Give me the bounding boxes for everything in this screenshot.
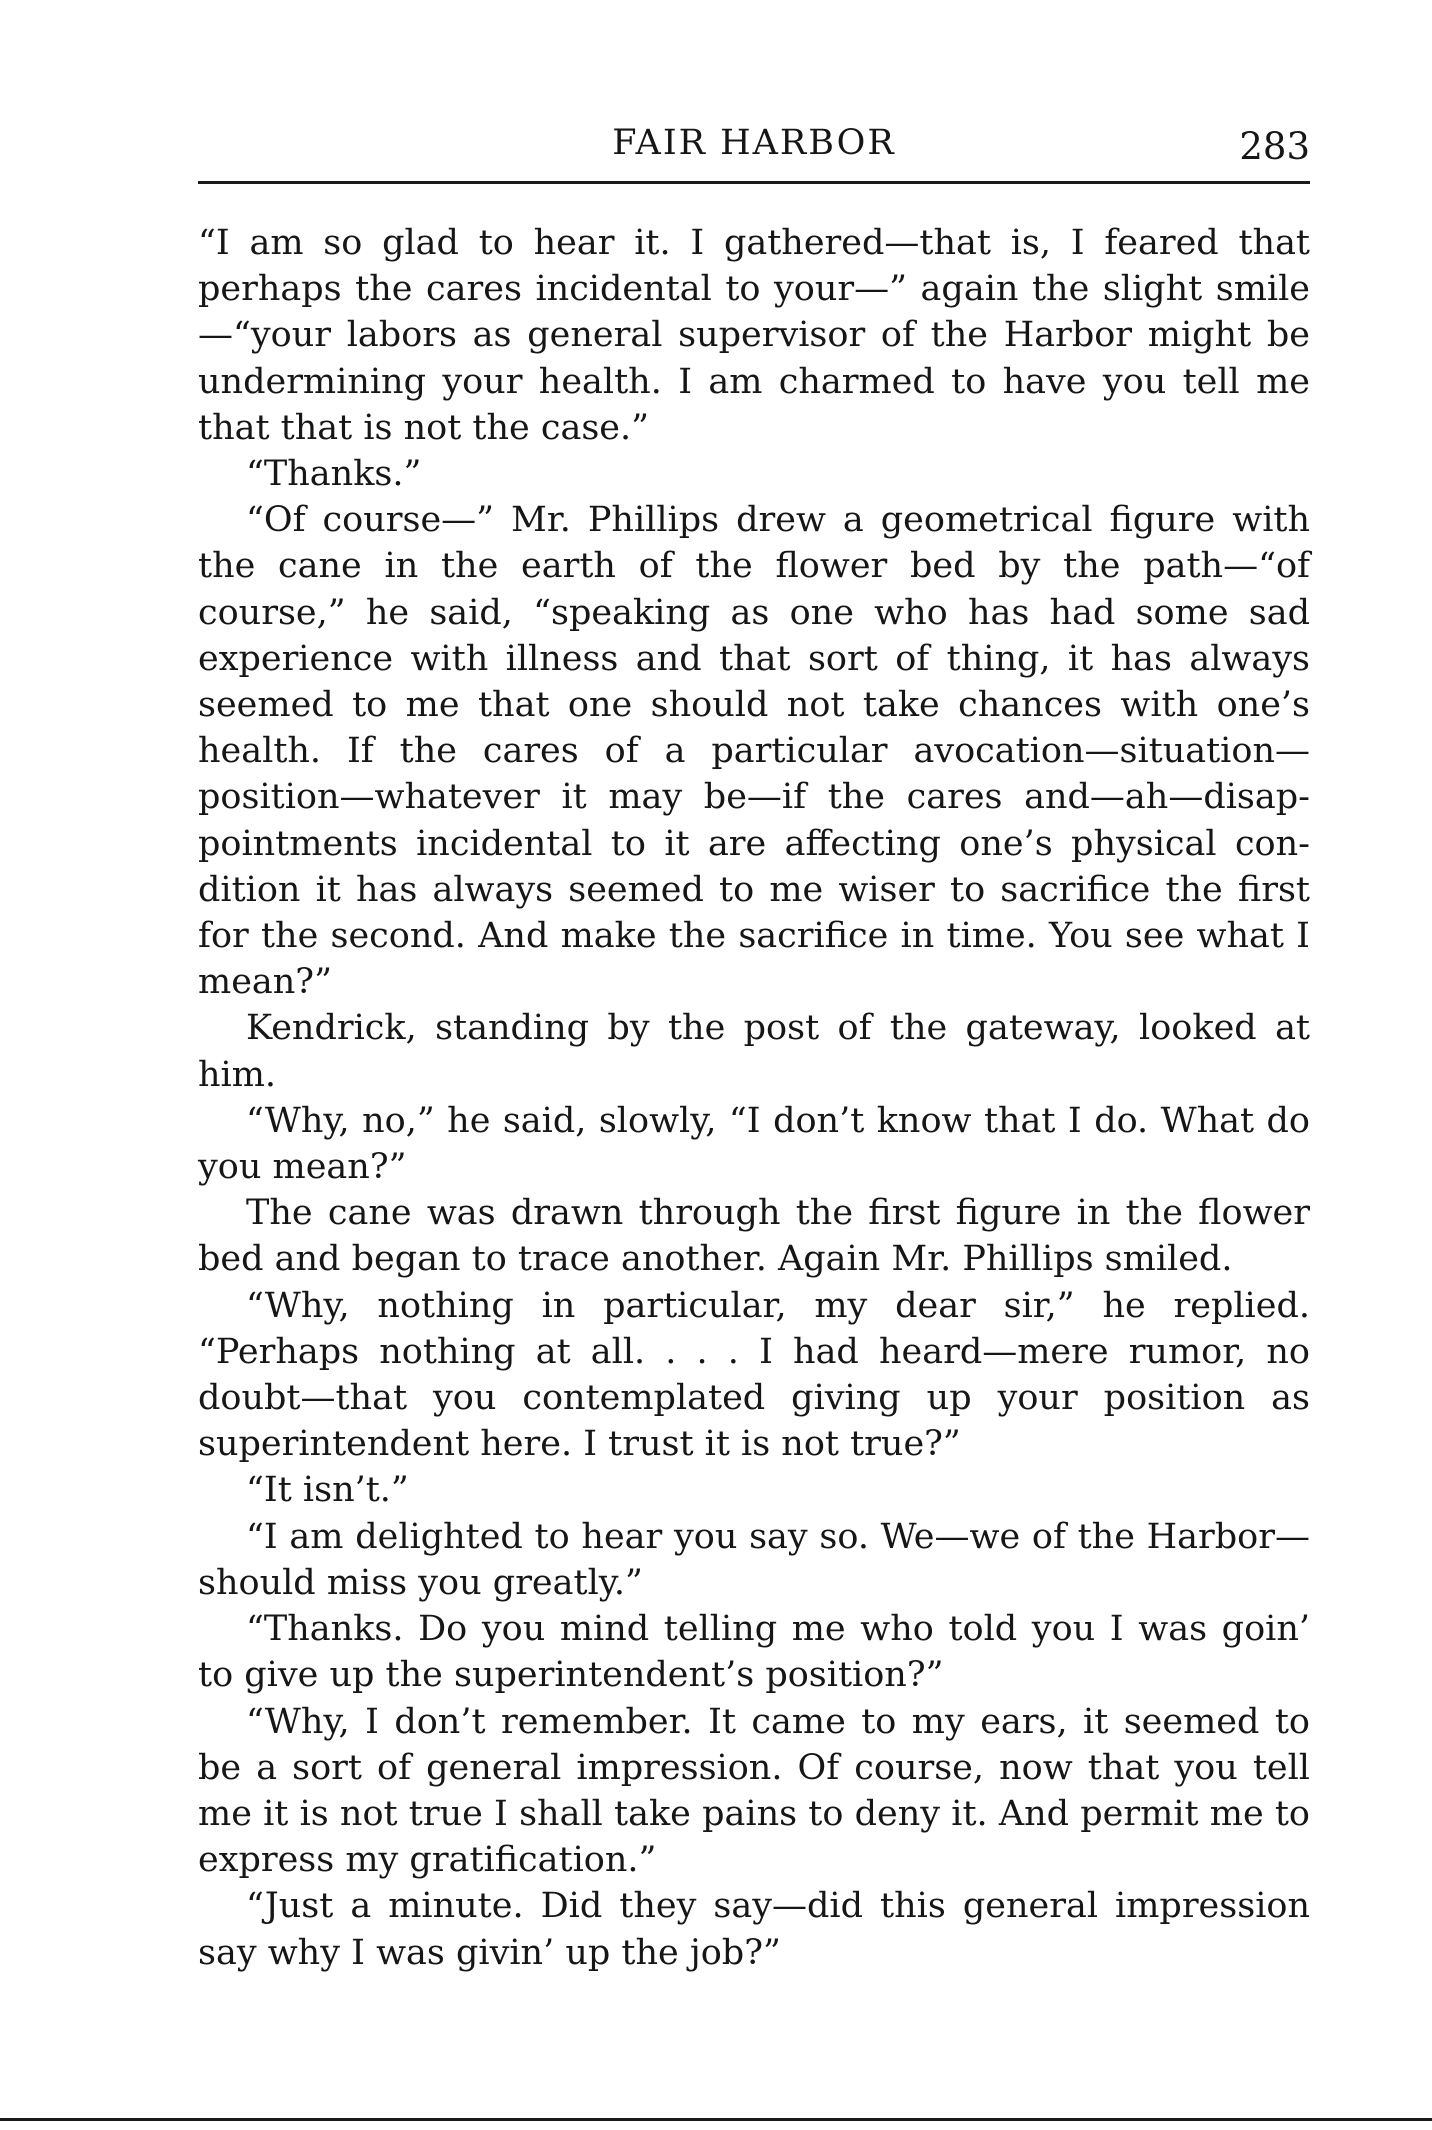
paragraph: “Of course—” Mr. Phillips drew a geometrical figure with the cane in the earth of the flower bed by the path—“of course,” he said, “speaking as one who has had some sad experience with illness and that sort of thing, it has always seemed to me that one should not take chances with one’s health. If the cares of a particular avocation—situation—position—whatever it may be—if the cares and—ah—disappointments incidental to it are affecting one’s physical condition it has always seemed to me wiser to sacrifice the first for the second. And make the sacrifice in time. You see what I mean?” (198, 500, 1310, 1003)
paragraph: “Thanks.” (246, 454, 422, 495)
paragraph: “Thanks. Do you mind telling me who told you I was goin’ to give up the superintendent’s position?” (198, 1609, 1310, 1696)
paragraph: “Why, I don’t remember. It came to my ears, it seemed to be a sort of general impression. Of course, now that you tell me it is not true I shall take pains to deny it. And permit me to express my gratification.” (198, 1701, 1310, 1881)
running-head (198, 118, 1310, 168)
paragraph: “Just a minute. Did they say—did this general impression say why I was givin’ up the job?” (198, 1886, 1310, 1973)
page-number: 283 (1239, 125, 1310, 168)
paragraph: The cane was drawn through the first figure in the flower bed and began to trace another. Again Mr. Phillips smiled. (198, 1193, 1310, 1280)
paragraph: “Why, no,” he said, slowly, “I don’t know that I do. What do you mean?” (198, 1100, 1310, 1188)
paragraph: Kendrick, standing by the post of the gateway, looked at him. (198, 1008, 1310, 1095)
running-title: FAIR HARBOR (612, 123, 896, 163)
paragraph: “I am so glad to hear it. I gathered—that is, I feared that perhaps the cares incidental to your—” again the slight smile—“your labors as general supervisor of the Harbor might be undermining your health. I am charmed to have you tell me that that is not the case.” (198, 223, 1310, 448)
paragraph: “It isn’t.” (246, 1470, 409, 1511)
footer-rule (0, 2118, 1432, 2121)
body-text (198, 220, 1310, 1976)
paragraph: “I am delighted to hear you say so. We—we of the Harbor—should miss you greatly.” (198, 1516, 1310, 1603)
header-rule (198, 181, 1310, 184)
paragraph: “Why, nothing in particular, my dear sir,” he replied. “Perhaps nothing at all. . . . I had heard—mere rumor, no doubt—that you contemplated giving up your position as superintendent here. I trust it is not true?” (198, 1285, 1310, 1465)
